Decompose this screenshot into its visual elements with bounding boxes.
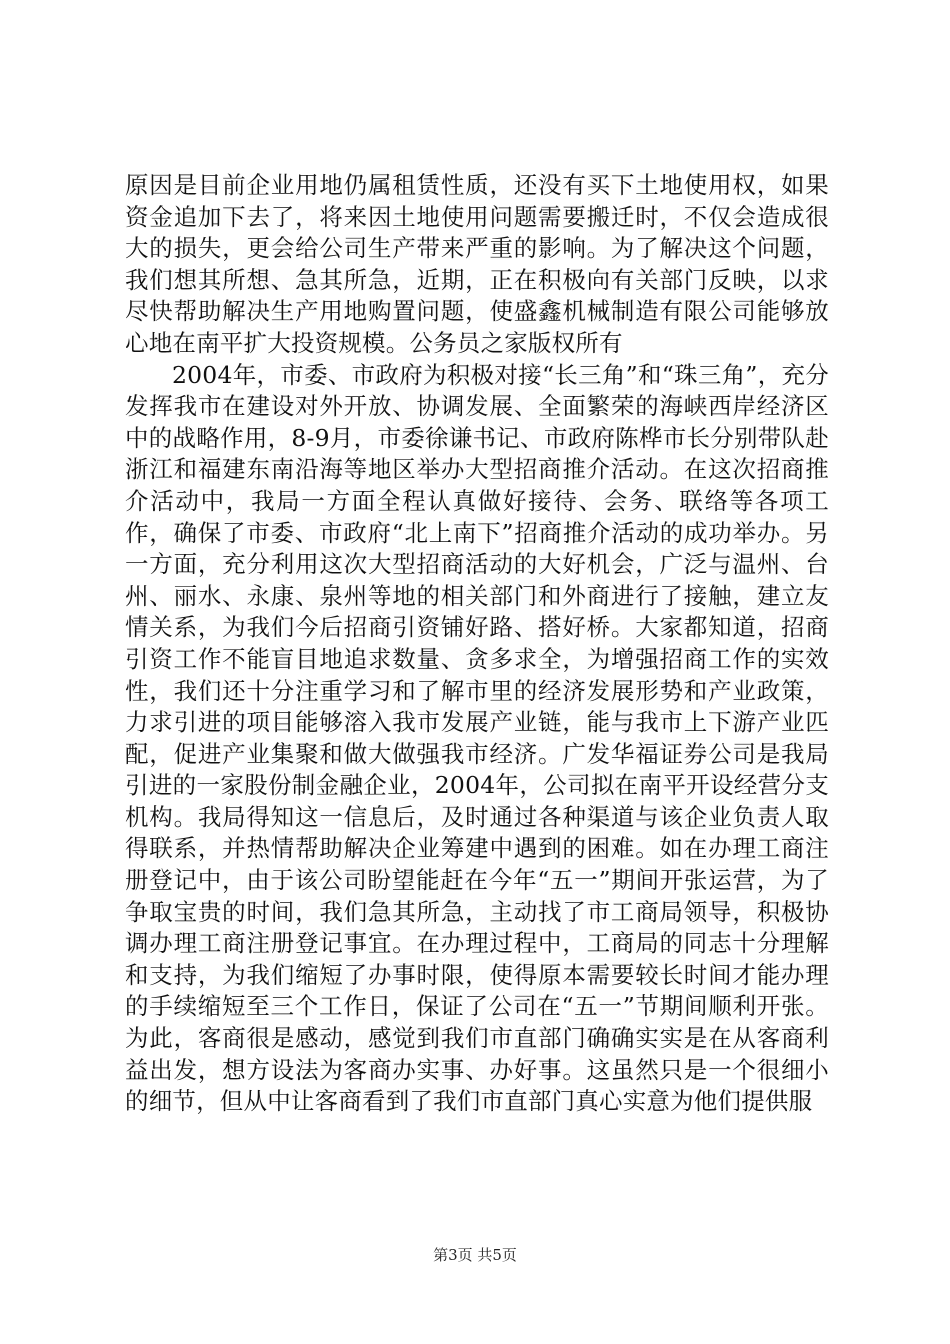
paragraph-continuation: 原因是目前企业用地仍属租赁性质，还没有买下土地使用权，如果资金追加下去了，将来因土地使用问题需要搬迁时，不仅会造成很大的损失，更会给公司生产带来严重的影响。为了解决这个问题，我们想其所想、急其所急，近期，正在积极向有关部门反映，以求尽快帮助解决生产用地购置问题，使盛鑫机械制造有限公司能够放心地在南平扩大投资规模。公务员之家版权所有 — [125, 171, 829, 357]
page-number: 第3页 共5页 — [433, 1246, 517, 1264]
document-body — [125, 170, 829, 1118]
page-footer — [0, 1244, 950, 1265]
paragraph-investment: 2004年，市委、市政府为积极对接“长三角”和“珠三角”，充分发挥我市在建设对外开放、协调发展、全面繁荣的海峡西岸经济区中的战略作用，8-9月，市委徐谦书记、市政府陈桦市长分别带队赴浙江和福建东南沿海等地区举办大型招商推介活动。在这次招商推介活动中，我局一方面全程认真做好接待、会务、联络等各项工作，确保了市委、市政府“北上南下”招商推介活动的成功举办。另一方面，充分利用这次大型招商活动的大好机会，广泛与温州、台州、丽水、永康、泉州等地的相关部门和外商进行了接触，建立友情关系，为我们今后招商引资铺好路、搭好桥。大家都知道，招商引资工作不能盲目地追求数量、贪多求全，为增强招商工作的实效性，我们还十分注重学习和了解市里的经济发展形势和产业政策，力求引进的项目能够溶入我市发展产业链，能与我市上下游产业匹配，促进产业集聚和做大做强我市经济。广发华福证券公司是我局引进的一家股份制金融企业，2004年，公司拟在南平开设经营分支机构。我局得知这一信息后，及时通过各种渠道与该企业负责人取得联系，并热情帮助解决企业筹建中遇到的困难。如在办理工商注册登记中，由于该公司盼望能赶在今年“五一”期间开张运营，为了争取宝贵的时间，我们急其所急，主动找了市工商局领导，积极协调办理工商注册登记事宜。在办理过程中，工商局的同志十分理解和支持，为我们缩短了办事时限，使得原本需要较长时间才能办理的手续缩短至三个工作日，保证了公司在“五一”节期间顺利开张。为此，客商很是感动，感觉到我们市直部门确确实实是在从客商利益出发，想方设法为客商办实事、办好事。这虽然只是一个很细小的细节，但从中让客商看到了我们市直部门真心实意为他们提供服 — [125, 360, 829, 1116]
